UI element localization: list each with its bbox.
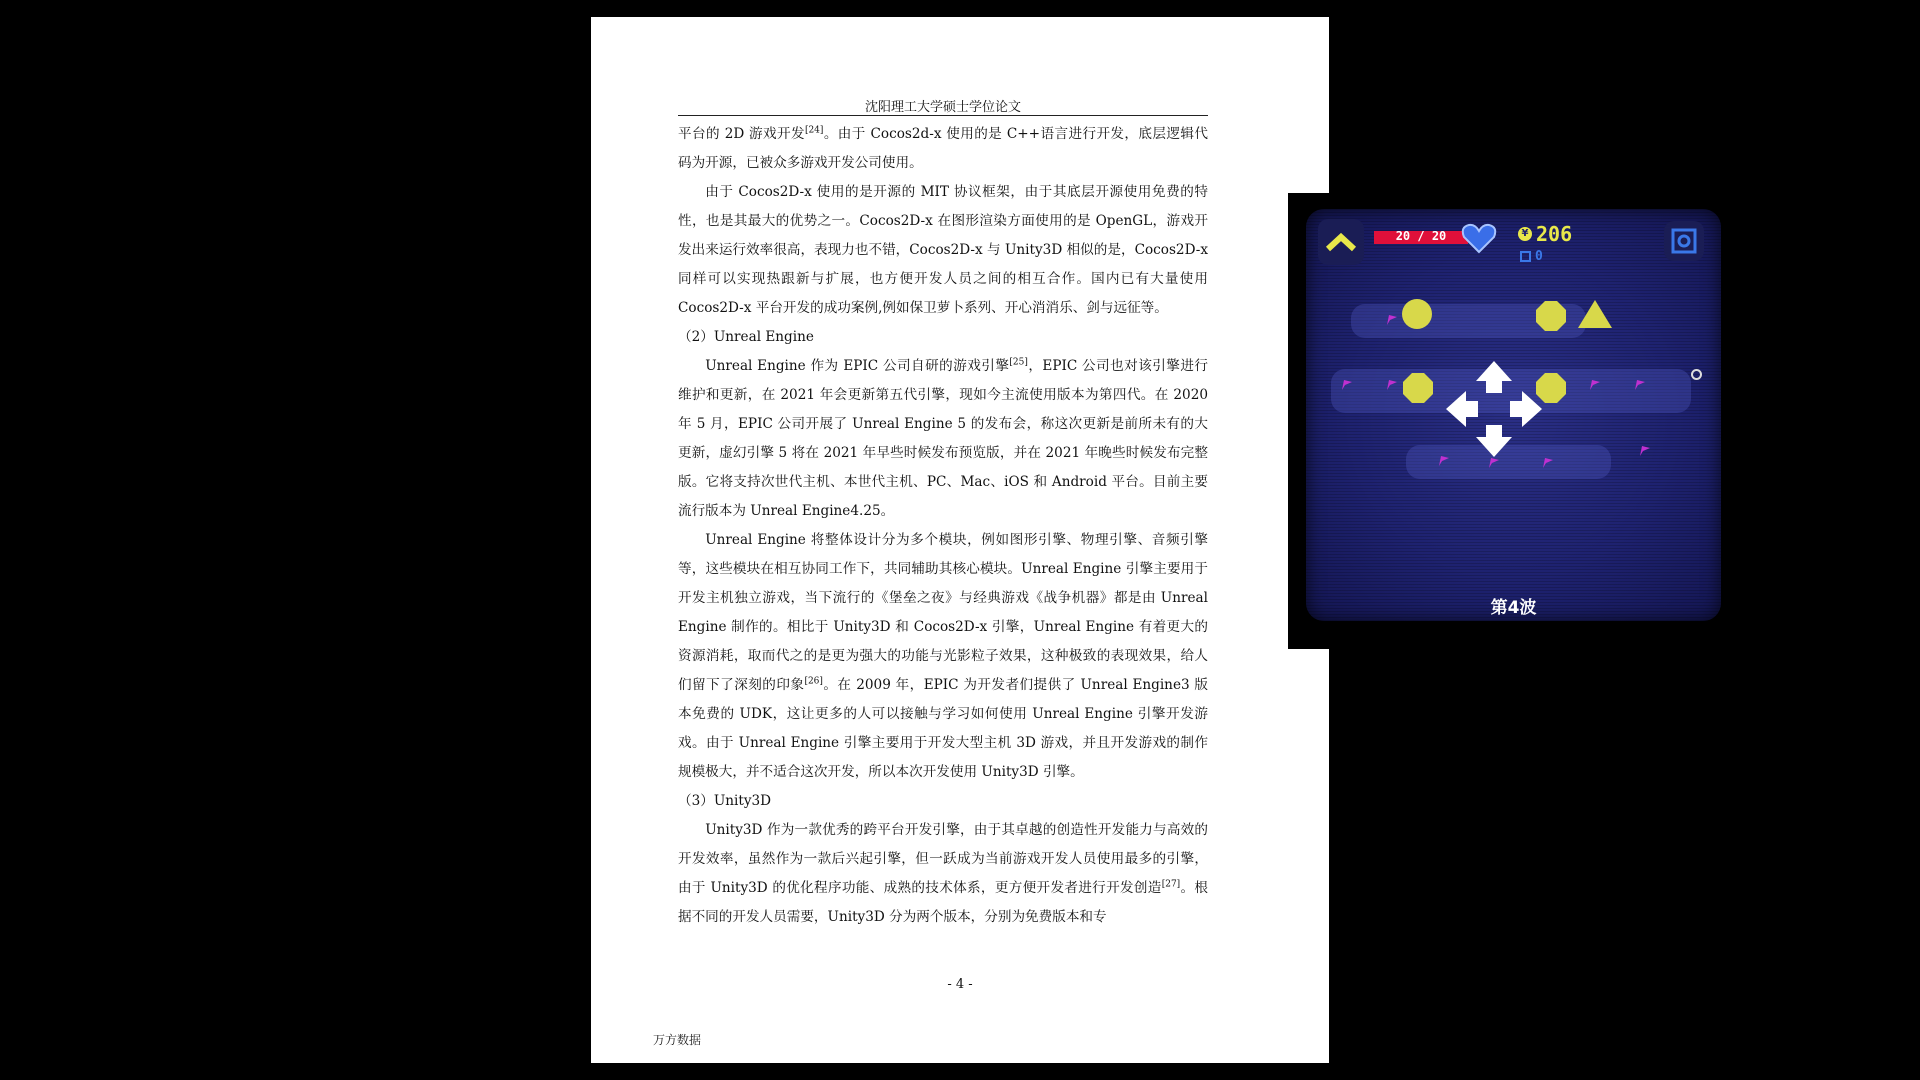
text-run: ，EPIC 公司也对该引擎进行维护和更新，在 2021 年会更新第五代引擎，现如今主流使用版本为第四代。在 2020 年 5 月，EPIC 公司开展了 Unreal Engine 5 的发布会，称这次更新是前所未有的大更新，虚幻引擎 5 将在 2021 年早些时候发布预览版，并在 2021 年晚些时候发布完整版。它将支持次世代主机、本世代主机、PC、Mac、iOS 和 Android 平台。目前主要流行版本为 Unreal Engine4.25。: [678, 358, 1208, 519]
flag-marker: [1634, 379, 1646, 391]
page-number: - 4 -: [947, 977, 973, 992]
citation-ref: [24]: [804, 125, 824, 136]
game-screen[interactable]: [1306, 209, 1721, 621]
paragraph: [678, 178, 1208, 323]
wave-label: 第4波: [1490, 598, 1537, 618]
paragraph: [678, 816, 1208, 932]
enemy-triangle: [1576, 297, 1614, 331]
dpad-arrows-icon[interactable]: [1446, 359, 1542, 459]
small-ring: [1691, 369, 1702, 380]
rotate-button[interactable]: [1664, 221, 1704, 261]
flag-marker: [1386, 314, 1398, 326]
text-run: 由于 Cocos2D-x 使用的是开源的 MIT 协议框架，由于其底层开源使用免费的特性，也是其最大的优势之一。Cocos2D-x 在图形渲染方面使用的是 OpenGL，游戏开发出来运行效率很高，表现力也不错，Cocos2D-x 与 Unity3D 相似的是，Cocos2D-x 同样可以实现热跟新与扩展，也方便开发人员之间的相互合作。国内已有大量使用 Cocos2D-x 平台开发的成功案例,例如保卫萝卜系列、开心消消乐、剑与远征等。: [678, 184, 1208, 316]
section-heading: [678, 323, 1208, 352]
text-run: 。在 2009 年，EPIC 为开发者们提供了 Unreal Engine3 版本免费的 UDK，这让更多的人可以接触与学习如何使用 Unreal Engine 引擎开发游戏。由于 Unreal Engine 引擎主要用于开发大型主机 3D 游戏，并且开发游戏的制作规模极大，并不适合这次开发，所以本次开发使用 Unity3D 引擎。: [678, 677, 1209, 780]
text-run: 。根据不同的开发人员需要，Unity3D 分为两个版本，分别为免费版本和专: [678, 880, 1208, 925]
gem-count: 0: [1535, 249, 1543, 264]
citation-ref: [26]: [804, 676, 823, 687]
document-body: [678, 120, 1208, 932]
menu-button[interactable]: [1318, 219, 1364, 265]
text-run: Unreal Engine 将整体设计分为多个模块，例如图形引擎、物理引擎、音频引擎等，这些模块在相互协同工作下，共同辅助其核心模块。Unreal Engine 引擎主要用于开发主机独立游戏，当下流行的《堡垒之夜》与经典游戏《战争机器》都是由 Unreal Engine 制作的。相比于 Unity3D 和 Cocos2D-x 引擎，Unreal Engine 有着更大的资源消耗，取而代之的是更为强大的功能与光影粒子效果，这种极致的表现效果，给人们留下了深刻的印象: [678, 532, 1208, 693]
text-run: Unreal Engine 作为 EPIC 公司自研的游戏引擎: [705, 358, 1010, 374]
flag-marker: [1438, 455, 1450, 467]
coin-icon: ¥: [1518, 227, 1532, 241]
citation-ref: [27]: [1161, 879, 1181, 890]
citation-ref: [25]: [1009, 357, 1028, 368]
flag-marker: [1639, 445, 1651, 457]
paragraph: [678, 120, 1208, 178]
text-run: 平台的 2D 游戏开发: [678, 126, 805, 142]
rotate-icon: [1664, 221, 1704, 261]
hp-text: 20 / 20: [1395, 229, 1447, 243]
text-run: Unity3D 作为一款优秀的跨平台开发引擎，由于其卓越的创造性开发能力与高效的开发效率，虽然作为一款后兴起引擎，但一跃成为当前游戏开发人员使用最多的引擎，由于 Unity3D 的优化程序功能、成熟的技术体系，更方便开发者进行开发创造: [678, 822, 1208, 896]
section-heading: [678, 787, 1208, 816]
enemy-octagon: [1401, 371, 1435, 405]
gem-icon: [1520, 251, 1531, 262]
flag-marker: [1341, 379, 1353, 391]
header-rule: [678, 115, 1208, 116]
coin-count: 206: [1536, 222, 1573, 246]
document-page: [591, 17, 1329, 1063]
flag-marker: [1589, 379, 1601, 391]
heart-icon: [1461, 222, 1497, 254]
game-overlay: [1288, 193, 1738, 649]
footer-source: 万方数据: [653, 1033, 702, 1047]
enemy-circle: [1402, 299, 1432, 329]
paragraph: [678, 352, 1208, 526]
flag-marker: [1542, 457, 1554, 469]
paragraph: [678, 526, 1208, 787]
flag-marker: [1386, 379, 1398, 391]
text-run: （3）Unity3D: [678, 793, 772, 809]
flag-marker: [1488, 457, 1500, 469]
enemy-octagon: [1534, 299, 1568, 333]
text-run: 。由于 Cocos2d-x 使用的是 C++语言进行开发，底层逻辑代码为开源，已被众多游戏开发公司使用。: [678, 126, 1208, 171]
running-header: 沈阳理工大学硕士学位论文: [864, 100, 1021, 115]
chevron-up-icon: [1318, 219, 1364, 265]
text-run: （2）Unreal Engine: [678, 329, 814, 345]
